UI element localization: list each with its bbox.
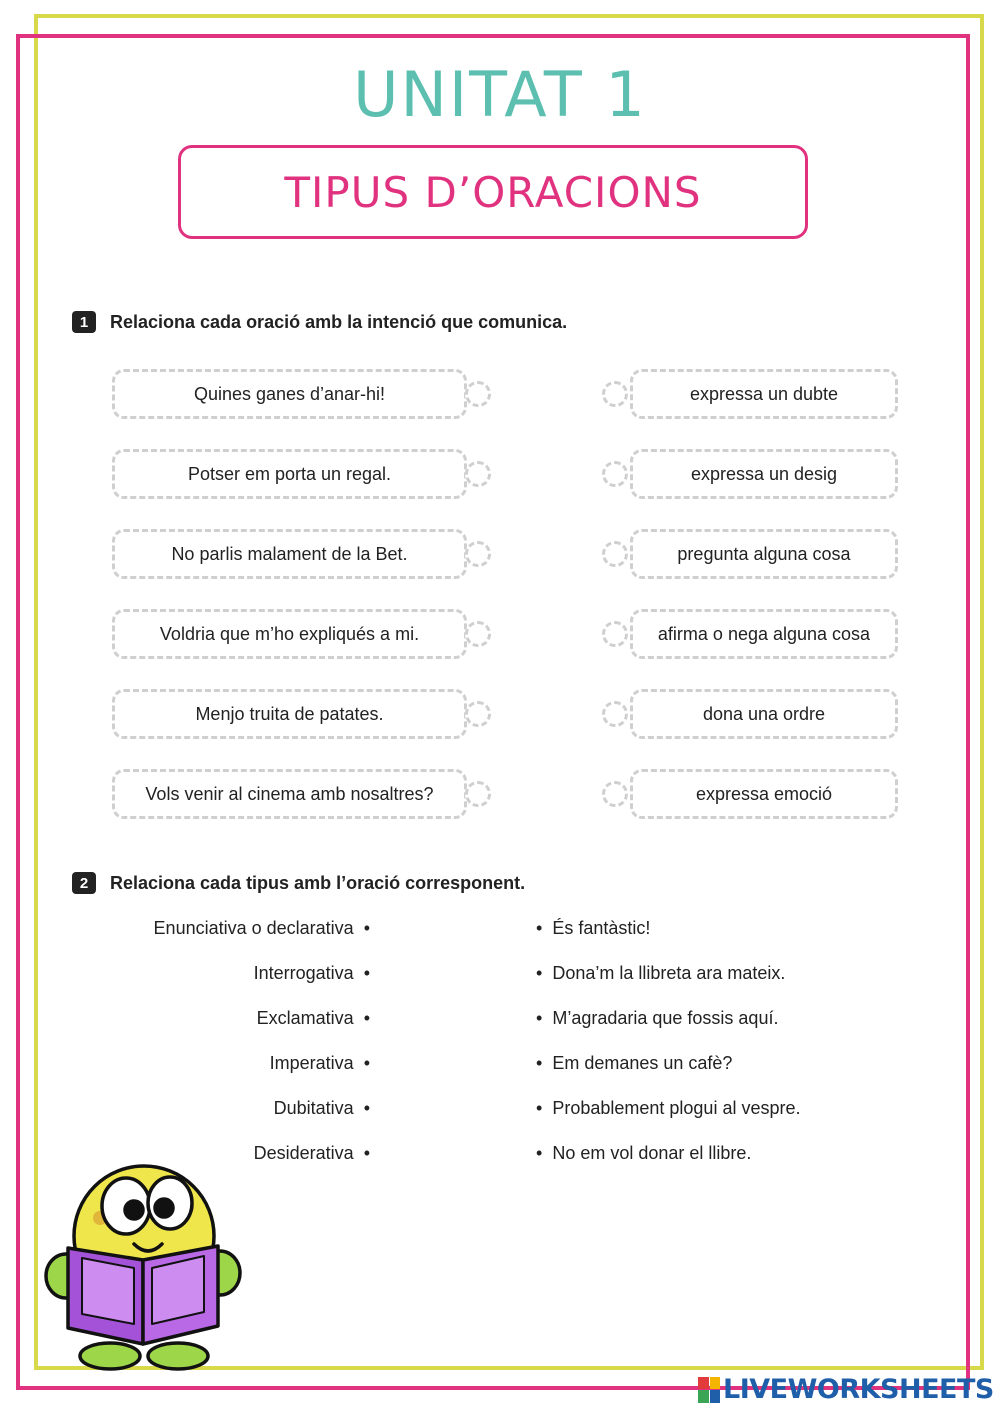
type-label: Imperativa bbox=[269, 1053, 354, 1073]
sentence-pill[interactable]: Quines ganes d’anar-hi! bbox=[112, 369, 467, 419]
bullet-dot[interactable]: • bbox=[363, 918, 370, 938]
sentence-pill[interactable]: Vols venir al cinema amb nosaltres? bbox=[112, 769, 467, 819]
connector-dot[interactable] bbox=[465, 781, 491, 807]
bullet-dot[interactable]: • bbox=[536, 1008, 543, 1028]
bullet-dot[interactable]: • bbox=[363, 1008, 370, 1028]
intention-pill[interactable]: pregunta alguna cosa bbox=[630, 529, 898, 579]
connector-dot[interactable] bbox=[465, 381, 491, 407]
topic-title: TIPUS D’ORACIONS bbox=[284, 167, 702, 217]
sentence-pill[interactable]: No parlis malament de la Bet. bbox=[112, 529, 467, 579]
sentence-pill[interactable]: Potser em porta un regal. bbox=[112, 449, 467, 499]
bullet-dot[interactable]: • bbox=[536, 963, 543, 983]
intention-pill[interactable]: expressa emoció bbox=[630, 769, 898, 819]
bullet-dot[interactable]: • bbox=[536, 1098, 543, 1118]
type-item[interactable] bbox=[100, 1008, 370, 1029]
connector-dot[interactable] bbox=[602, 781, 628, 807]
topic-title-box bbox=[178, 145, 808, 239]
sentence-label: Dona’m la llibreta ara mateix. bbox=[552, 963, 786, 983]
connector-dot[interactable] bbox=[602, 621, 628, 647]
sentence-label: No em vol donar el llibre. bbox=[552, 1143, 752, 1163]
brand-logo-icon bbox=[698, 1377, 720, 1403]
type-item[interactable] bbox=[100, 1098, 370, 1119]
bullet-dot[interactable]: • bbox=[363, 1053, 370, 1073]
intention-pill[interactable]: expressa un desig bbox=[630, 449, 898, 499]
exercise-2-instruction: Relaciona cada tipus amb l’oració corresponent. bbox=[110, 872, 526, 893]
type-item[interactable] bbox=[100, 1053, 370, 1074]
sentence-item[interactable] bbox=[536, 918, 936, 939]
type-label: Enunciativa o declarativa bbox=[153, 918, 354, 938]
sentence-item[interactable] bbox=[536, 1143, 936, 1164]
type-label: Interrogativa bbox=[253, 963, 354, 983]
bullet-dot[interactable]: • bbox=[363, 1143, 370, 1163]
bullet-dot[interactable]: • bbox=[536, 1143, 543, 1163]
connector-dot[interactable] bbox=[602, 541, 628, 567]
exercise-1-header bbox=[72, 311, 567, 333]
bullet-dot[interactable]: • bbox=[363, 963, 370, 983]
connector-dot[interactable] bbox=[465, 461, 491, 487]
exercise-2-header bbox=[72, 872, 525, 894]
type-label: Dubitativa bbox=[273, 1098, 354, 1118]
sentence-label: És fantàstic! bbox=[552, 918, 651, 938]
intention-pill[interactable]: dona una ordre bbox=[630, 689, 898, 739]
connector-dot[interactable] bbox=[465, 541, 491, 567]
sentence-label: Probablement plogui al vespre. bbox=[552, 1098, 801, 1118]
type-label: Desiderativa bbox=[253, 1143, 354, 1163]
connector-dot[interactable] bbox=[602, 461, 628, 487]
unit-title: UNITAT 1 bbox=[353, 58, 647, 131]
bullet-dot[interactable]: • bbox=[536, 918, 543, 938]
intention-pill[interactable]: afirma o nega alguna cosa bbox=[630, 609, 898, 659]
connector-dot[interactable] bbox=[602, 381, 628, 407]
bullet-dot[interactable]: • bbox=[536, 1053, 543, 1073]
watermark bbox=[698, 1374, 994, 1405]
sentence-pill[interactable]: Voldria que m’ho expliqués a mi. bbox=[112, 609, 467, 659]
type-item[interactable] bbox=[100, 963, 370, 984]
bullet-dot[interactable]: • bbox=[363, 1098, 370, 1118]
connector-dot[interactable] bbox=[602, 701, 628, 727]
sentence-label: M’agradaria que fossis aquí. bbox=[552, 1008, 779, 1028]
type-label: Exclamativa bbox=[256, 1008, 354, 1028]
sentence-item[interactable] bbox=[536, 1008, 936, 1029]
exercise-2-number: 2 bbox=[72, 872, 96, 894]
type-item[interactable] bbox=[100, 918, 370, 939]
connector-dot[interactable] bbox=[465, 701, 491, 727]
sentence-label: Em demanes un cafè? bbox=[552, 1053, 733, 1073]
watermark-text: LIVEWORKSHEETS bbox=[723, 1374, 994, 1405]
sentence-pill[interactable]: Menjo truita de patates. bbox=[112, 689, 467, 739]
reading-mascot-illustration bbox=[38, 1148, 248, 1373]
sentence-item[interactable] bbox=[536, 1053, 936, 1074]
sentence-item[interactable] bbox=[536, 963, 936, 984]
exercise-1-number: 1 bbox=[72, 311, 96, 333]
sentence-item[interactable] bbox=[536, 1098, 936, 1119]
connector-dot[interactable] bbox=[465, 621, 491, 647]
intention-pill[interactable]: expressa un dubte bbox=[630, 369, 898, 419]
exercise-1-instruction: Relaciona cada oració amb la intenció que comunica. bbox=[110, 311, 568, 332]
